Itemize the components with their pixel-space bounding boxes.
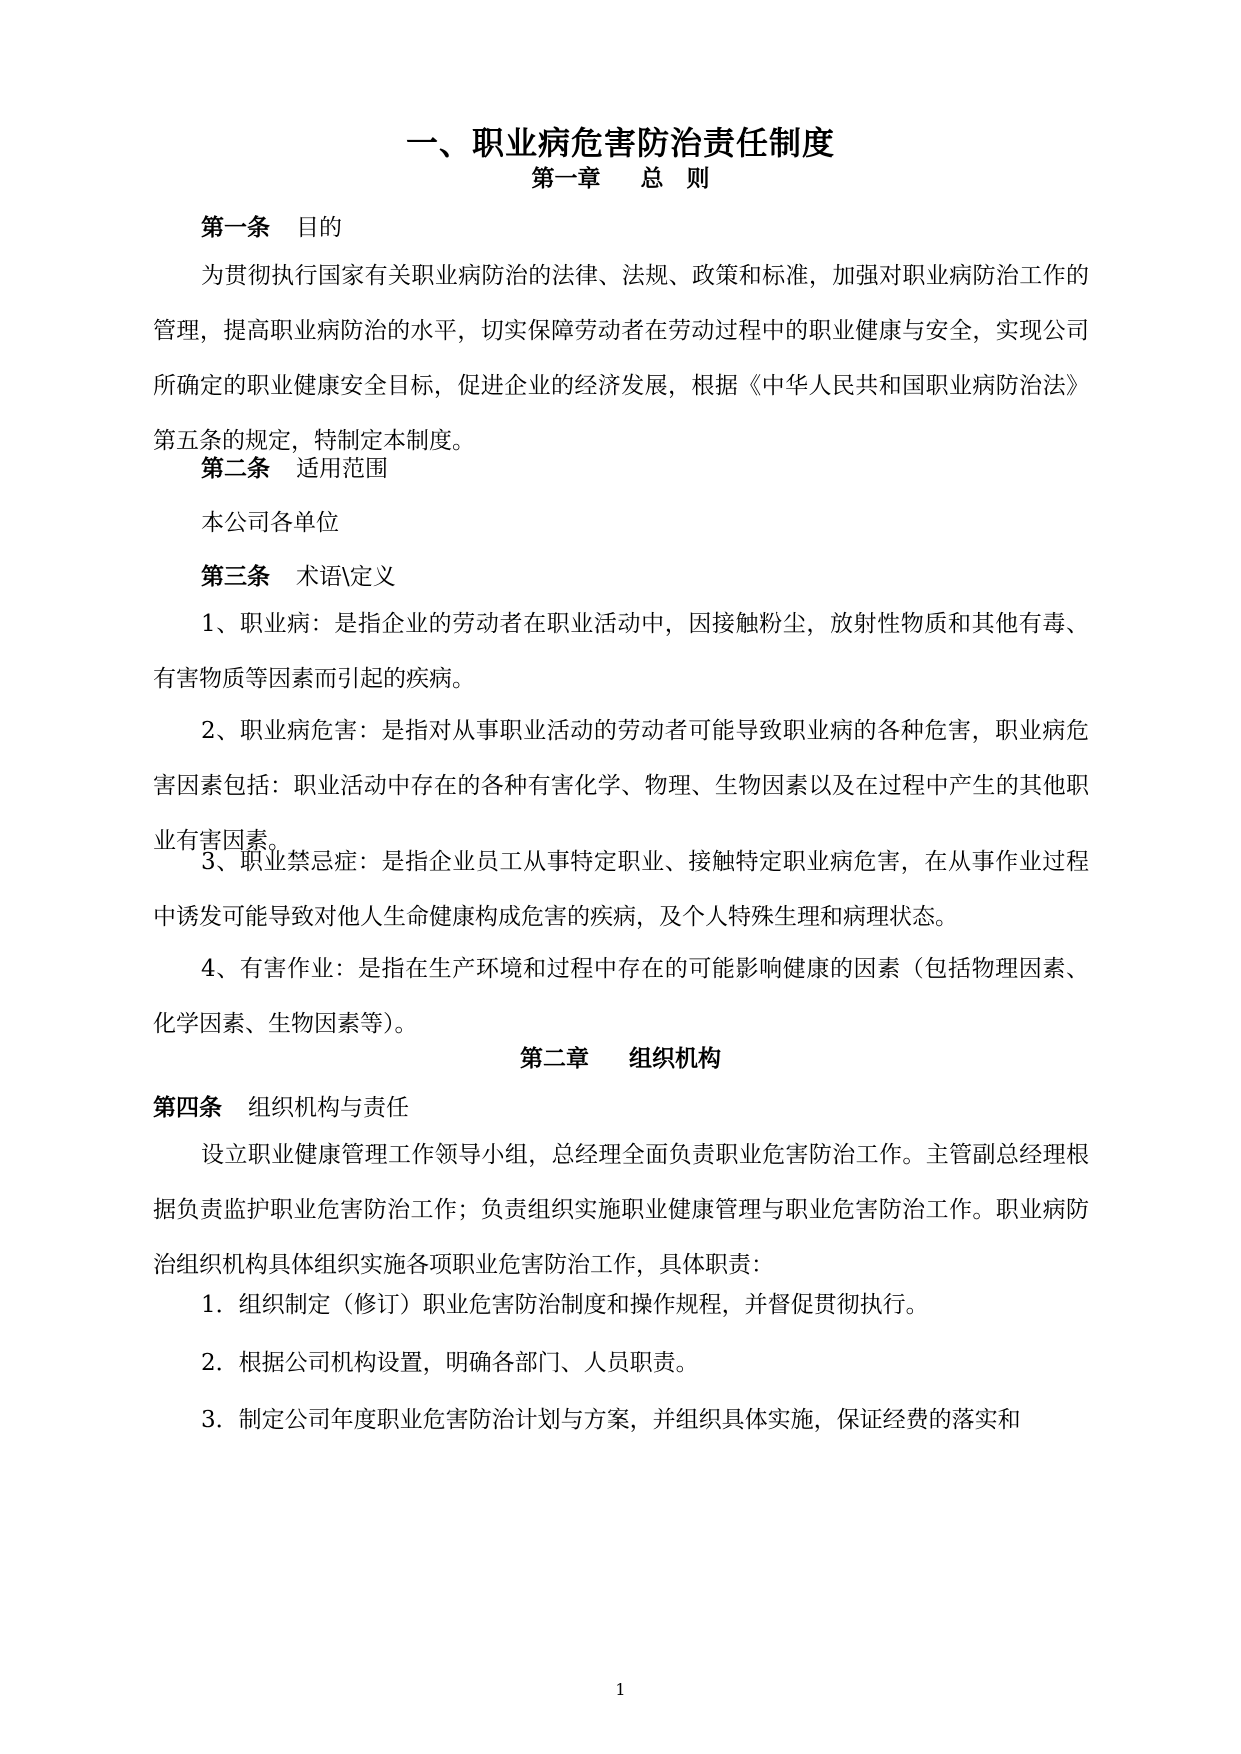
article-3-item-1: 1、职业病：是指企业的劳动者在职业活动中，因接触粉尘，放射性物质和其他有毒、有害物质等因素而引起的疾病。: [153, 611, 1089, 692]
article-1-text: 为贯彻执行国家有关职业病防治的法律、法规、政策和标准，加强对职业病防治工作的管理，提高职业病防治的水平，切实保障劳动者在劳动过程中的职业健康与安全，实现公司所确定的职业健康安全目标，促进企业的经济发展，根据《中华人民共和国职业病防治法》第五条的规定，特制定本制度。: [153, 263, 1089, 454]
article-1-heading: [201, 213, 342, 243]
page-number: 1: [615, 1680, 626, 1699]
article-3-item-4: 4、有害作业：是指在生产环境和过程中存在的可能影响健康的因素（包括物理因素、化学因素、生物因素等）。: [153, 956, 1089, 1037]
chapter-2-name: 组织机构: [629, 1046, 721, 1072]
article-3-title: 术语\定义: [296, 564, 396, 590]
article-4-item-2: 2．根据公司机构设置，明确各部门、人员职责。: [201, 1350, 699, 1376]
article-2-title: 适用范围: [296, 456, 388, 482]
article-1-title: 目的: [296, 215, 342, 241]
article-4-item-3: 3．制定公司年度职业危害防治计划与方案，并组织具体实施，保证经费的落实和: [201, 1407, 1021, 1433]
chapter-2-heading: [0, 1040, 1241, 1073]
article-2-heading: [201, 454, 388, 484]
article-4-item-1: 1．组织制定（修订）职业危害防治制度和操作规程，并督促贯彻执行。: [201, 1292, 929, 1318]
article-4-title: 组织机构与责任: [248, 1095, 409, 1121]
chapter-1-number: 第一章: [531, 166, 601, 192]
article-4-text: 设立职业健康管理工作领导小组，总经理全面负责职业危害防治工作。主管副总经理根据负责监护职业危害防治工作；负责组织实施职业健康管理与职业危害防治工作。职业病防治组织机构具体组织实施各项职业危害防治工作，具体职责：: [153, 1142, 1089, 1278]
article-4-heading: [153, 1093, 409, 1123]
article-3-heading: [201, 562, 396, 592]
chapter-1-heading: [0, 160, 1241, 193]
article-2-text: 本公司各单位: [201, 510, 339, 536]
article-1-label: 第一条: [201, 215, 270, 241]
article-2-label: 第二条: [201, 456, 270, 482]
article-3-label: 第三条: [201, 564, 270, 590]
chapter-1-name: 总 则: [640, 166, 710, 192]
document-title: 一、职业病危害防治责任制度: [405, 124, 835, 162]
article-4-label: 第四条: [153, 1095, 222, 1121]
chapter-2-number: 第二章: [520, 1046, 589, 1072]
article-3-item-2: 2、职业病危害：是指对从事职业活动的劳动者可能导致职业病的各种危害，职业病危害因素包括：职业活动中存在的各种有害化学、物理、生物因素以及在过程中产生的其他职业有害因素。: [153, 718, 1089, 854]
article-3-item-3: 3、职业禁忌症：是指企业员工从事特定职业、接触特定职业病危害，在从事作业过程中诱发可能导致对他人生命健康构成危害的疾病，及个人特殊生理和病理状态。: [153, 849, 1089, 930]
